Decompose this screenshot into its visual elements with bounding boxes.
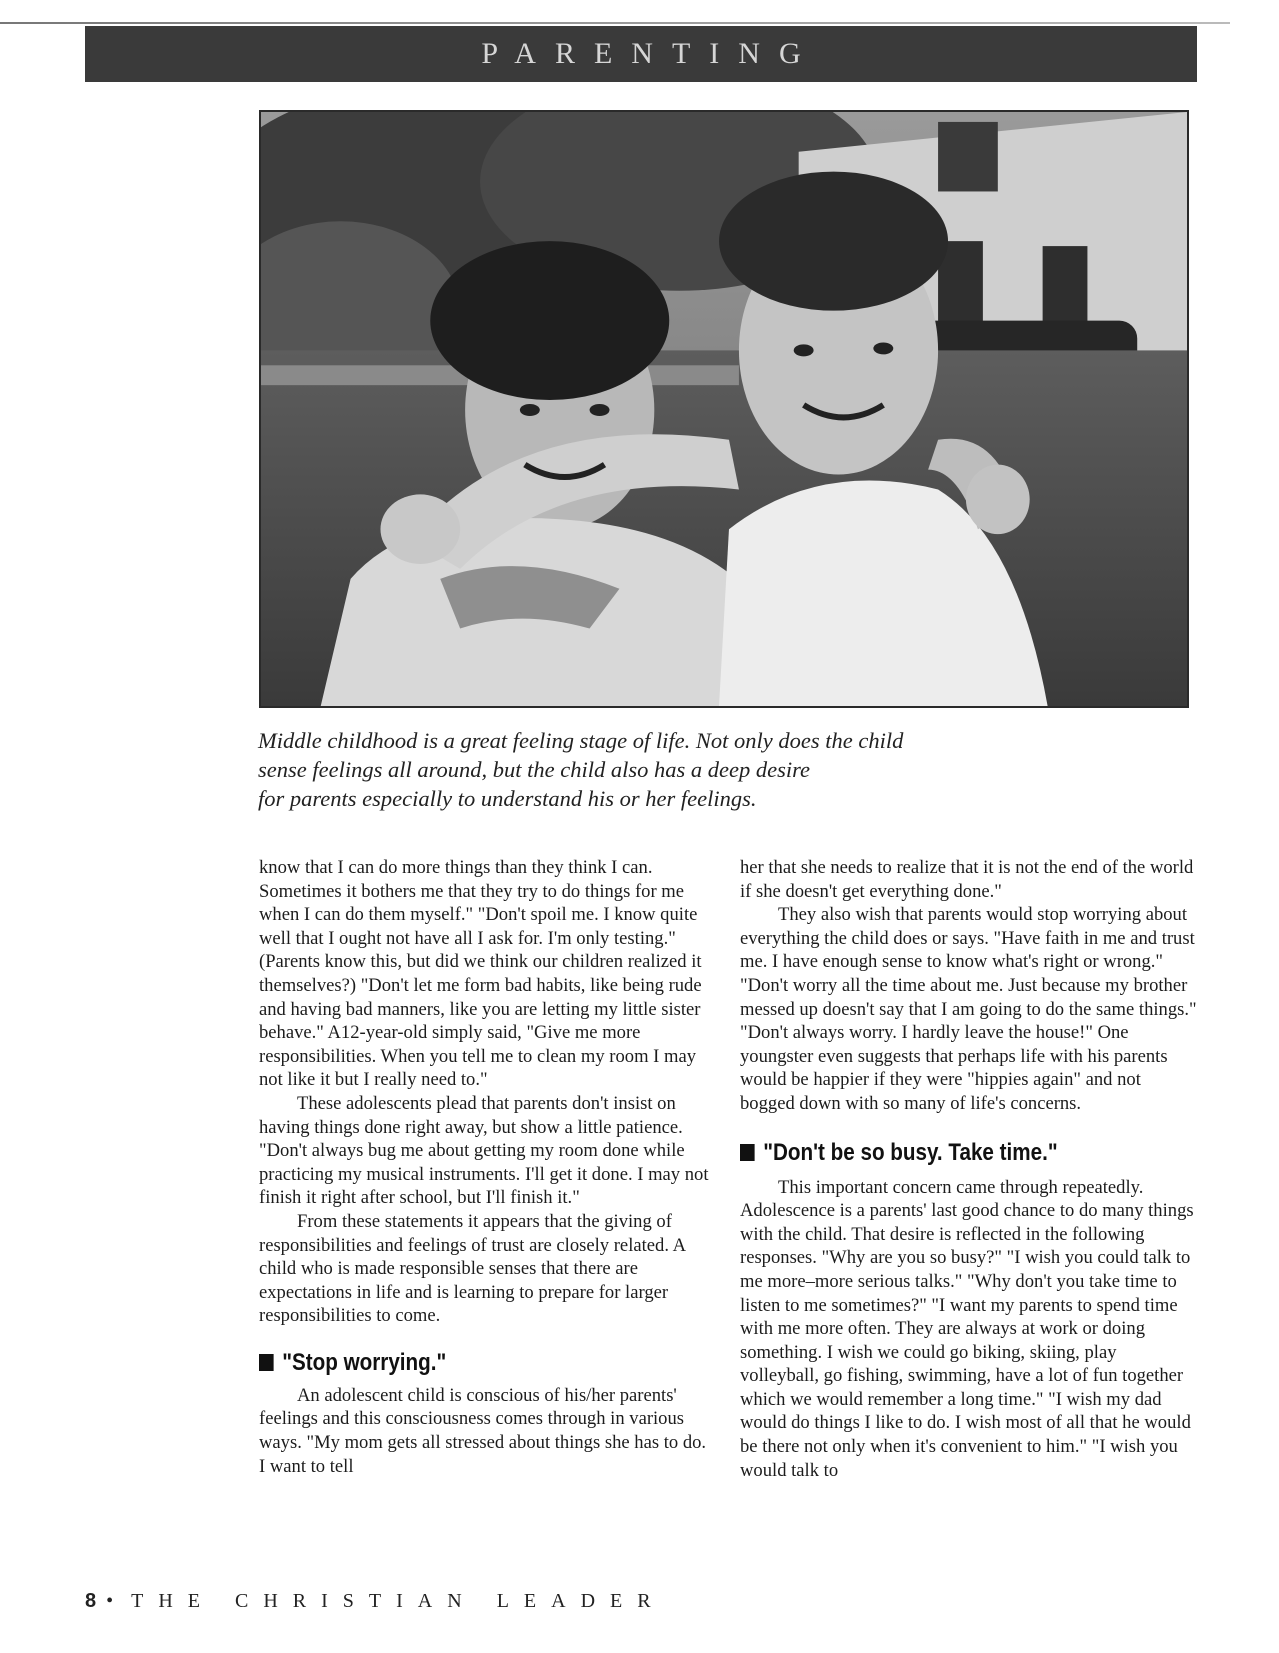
subheading-text: "Don't be so busy. Take time." xyxy=(763,1138,1058,1166)
caption-line: Middle childhood is a great feeling stage of life. Not only does the child xyxy=(258,728,904,753)
paragraph: know that I can do more things than they think I can. Sometimes it bothers me that they try to do things for me when I can do them myself." "Don't spoil me. I know quite well that I ought not have all I ask for. I'm only testing." (Parents know this, but did we think our children realized it themselves?) "Don't let me form bad habits, like being rude and having bad manners, like you are letting my little sister behave." A12-year-old simply said, "Give me more responsibilities. When you tell me to clean my room I may not like it but I really need to." xyxy=(259,857,702,1091)
bullet-square-icon xyxy=(740,1144,755,1161)
article-column-left xyxy=(259,856,709,1478)
section-title: PARENTING xyxy=(481,37,820,70)
bullet-square-icon xyxy=(259,1354,274,1371)
page-footer xyxy=(85,1590,666,1613)
caption-line: sense feelings all around, but the child also has a deep desire xyxy=(258,757,811,782)
subheading-stop-worrying xyxy=(259,1348,646,1378)
photo-caption xyxy=(258,726,1058,813)
article-column-right xyxy=(740,856,1200,1482)
paragraph: This important concern came through repeatedly. Adolescence is a parents' last good chance to do many things with the child. That desire is reflected in the following responses. "Why are you so busy?" "I wish you could talk to me more–more serious talks." "Why don't you take time to listen to me sometimes?" "I want my parents to spend time with me more often. They are always at work or doing something. I wish we could go biking, skiing, play volleyball, go fishing, swimming, have a lot of fun together which we would remember a long time." "I wish my dad would do things I like to do. I wish most of all that he would be there not only when it's convenient to him." "I wish you would talk to xyxy=(740,1176,1194,1481)
paragraph: her that she needs to realize that it is not the end of the world if she doesn't get everything done." xyxy=(740,857,1194,902)
subheading-text: "Stop worrying." xyxy=(282,1348,447,1376)
paragraph: From these statements it appears that the giving of responsibilities and feelings of trust are closely related. A child who is made responsible senses that there are expectations in life and is learning to prepare for larger responsibilities to come. xyxy=(259,1210,685,1327)
subheading-take-time xyxy=(740,1138,1136,1168)
paragraph: An adolescent child is conscious of his/her parents' feelings and this consciousness comes through in various ways. "My mom gets all stressed about things she has to do. I want to tell xyxy=(259,1384,707,1477)
photo-two-boys-icon xyxy=(261,112,1187,706)
article-photo xyxy=(259,110,1189,708)
page-number: 8 xyxy=(85,1590,97,1612)
section-header-bar xyxy=(85,26,1197,82)
publication-name: THE CHRISTIAN LEADER xyxy=(131,1590,666,1612)
paragraph: These adolescents plead that parents don't insist on having things done right away, but show a little patience. "Don't always bug me about getting my room done while practicing my musical instruments. I'll get it done. I may not finish it right after school, but I'll finish it." xyxy=(259,1092,709,1209)
top-rule xyxy=(0,22,1230,24)
paragraph: They also wish that parents would stop worrying about everything the child does or says. "Have faith in me and trust me. I have enough sense to know what's right or wrong." "Don't worry all the time about me. Just because my brother messed up doesn't say that I am going to do the same things." "Don't always worry. I hardly leave the house!" One youngster even suggests that perhaps life with his parents would be happier if they were "hippies again" and not bogged down with so many of life's concerns. xyxy=(740,904,1197,1114)
caption-line: for parents especially to understand his or her feelings. xyxy=(258,786,757,811)
footer-separator: • xyxy=(106,1590,114,1612)
